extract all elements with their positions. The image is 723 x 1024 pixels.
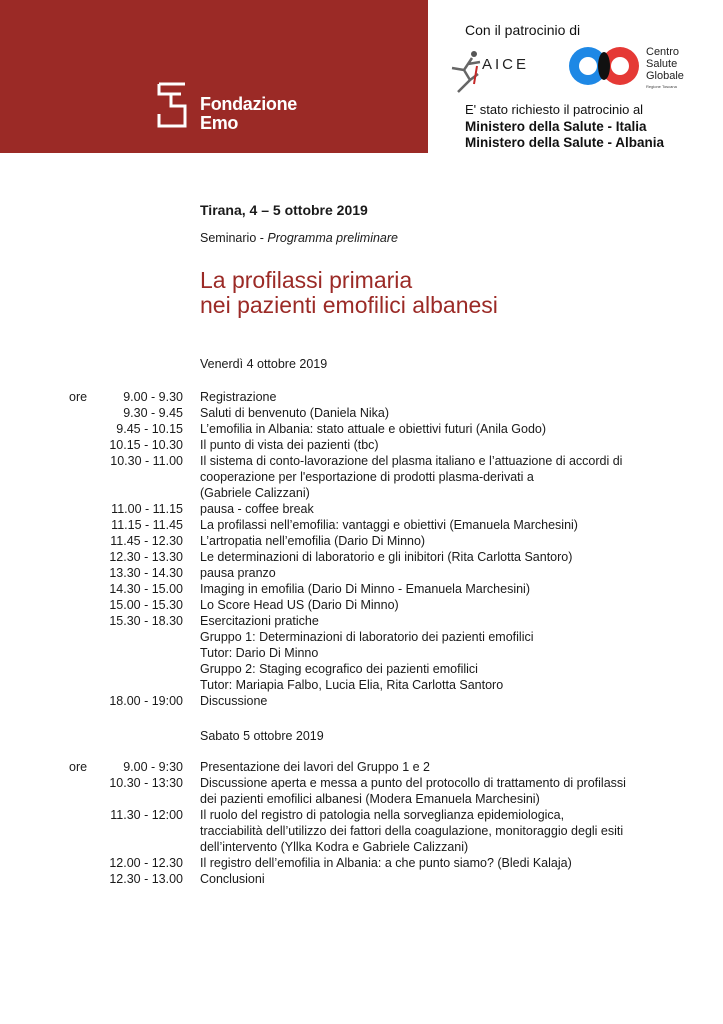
schedule-time: 12.30 - 13.30 xyxy=(109,550,183,564)
schedule-row xyxy=(0,437,723,453)
org-name-line2: Emo xyxy=(200,113,239,133)
schedule-row xyxy=(0,871,723,887)
schedule-desc: Conclusioni xyxy=(200,872,265,886)
schedule-row xyxy=(0,549,723,565)
csg-line1: Centro xyxy=(646,46,680,58)
patronage-label: Con il patrocinio di xyxy=(465,22,581,38)
schedule-time: 11.45 - 12.30 xyxy=(110,534,183,548)
schedule-row xyxy=(0,677,723,693)
schedule-desc: L’emofilia in Albania: stato attuale e obiettivi futuri (Anila Godo) xyxy=(200,422,547,436)
schedule-row xyxy=(0,613,723,629)
ministry-italy: Ministero della Salute - Italia xyxy=(465,119,647,134)
schedule-desc: Presentazione dei lavori del Gruppo 1 e 2 xyxy=(200,760,431,774)
schedule-row xyxy=(0,645,723,661)
schedule-row xyxy=(0,485,723,501)
day1-label: Venerdì 4 ottobre 2019 xyxy=(200,357,328,371)
schedule-desc: Il registro dell’emofilia in Albania: a che punto siamo? (Bledi Kalaja) xyxy=(200,856,572,870)
schedule-time: 9.00 - 9.30 xyxy=(123,390,183,404)
aice-label: AICE xyxy=(482,56,530,73)
schedule-time: 15.30 - 18.30 xyxy=(109,614,183,628)
city-date: Tirana, 4 – 5 ottobre 2019 xyxy=(200,202,368,218)
schedule-desc: Gruppo 1: Determinazioni di laboratorio dei pazienti emofilici xyxy=(200,630,534,644)
schedule-row xyxy=(0,597,723,613)
schedule-desc: tracciabilità dell’utilizzo dei fattori della coagulazione, monitoraggio degli esiti xyxy=(200,824,624,838)
schedule-ore: ore xyxy=(69,760,88,774)
csg-label xyxy=(646,46,684,82)
org-name xyxy=(200,95,297,133)
day2-schedule xyxy=(0,759,723,887)
seminar-subtitle: Programma preliminare xyxy=(267,231,398,245)
schedule-row xyxy=(0,581,723,597)
schedule-row xyxy=(0,389,723,405)
schedule-time: 9.00 - 9:30 xyxy=(123,760,183,774)
schedule-row xyxy=(0,839,723,855)
schedule-time: 10.15 - 10.30 xyxy=(109,438,183,452)
schedule-desc: cooperazione per l'esportazione di prodotti plasma-derivati a xyxy=(200,470,534,484)
schedule-desc: La profilassi nell’emofilia: vantaggi e obiettivi (Emanuela Marchesini) xyxy=(200,518,578,532)
schedule-row xyxy=(0,421,723,437)
schedule-time: 11.00 - 11.15 xyxy=(111,502,183,516)
schedule-desc: Le determinazioni di laboratorio e gli inibitori (Rita Carlotta Santoro) xyxy=(200,550,573,564)
schedule-row xyxy=(0,791,723,807)
schedule-desc: Imaging in emofilia (Dario Di Minno - Emanuela Marchesini) xyxy=(200,582,530,596)
centro-salute-globale-logo-icon xyxy=(566,44,642,88)
schedule-ore: ore xyxy=(69,390,88,404)
schedule-desc: (Gabriele Calizzani) xyxy=(200,486,310,500)
schedule-desc: Esercitazioni pratiche xyxy=(200,614,319,628)
schedule-desc: Gruppo 2: Staging ecografico dei pazienti emofilici xyxy=(200,662,478,676)
schedule-time: 11.30 - 12:00 xyxy=(110,808,183,822)
schedule-row xyxy=(0,661,723,677)
schedule-time: 14.30 - 15.00 xyxy=(109,582,183,596)
schedule-time: 15.00 - 15.30 xyxy=(109,598,183,612)
schedule-time: 12.30 - 13.00 xyxy=(109,872,183,886)
schedule-time: 9.30 - 9.45 xyxy=(123,406,183,420)
org-name-line1: Fondazione xyxy=(200,94,297,114)
schedule-time: 10.30 - 11.00 xyxy=(110,454,183,468)
title-line1: La profilassi primaria xyxy=(200,267,413,293)
schedule-row xyxy=(0,533,723,549)
schedule-desc: Discussione xyxy=(200,694,268,708)
schedule-desc: pausa pranzo xyxy=(200,566,276,580)
schedule-row xyxy=(0,759,723,775)
schedule-desc: Saluti di benvenuto (Daniela Nika) xyxy=(200,406,389,420)
schedule-row xyxy=(0,453,723,469)
schedule-time: 13.30 - 14.30 xyxy=(109,566,183,580)
schedule-row xyxy=(0,823,723,839)
schedule-time: 12.00 - 12.30 xyxy=(109,856,183,870)
fondazione-emo-logo-icon xyxy=(155,80,191,130)
schedule-time: 18.00 - 19:00 xyxy=(109,694,183,708)
title-line2: nei pazienti emofilici albanesi xyxy=(200,292,498,318)
schedule-row xyxy=(0,405,723,421)
requested-patronage: E' stato richiesto il patrocinio al xyxy=(465,102,644,117)
schedule-desc: Il ruolo del registro di patologia nella sorveglianza epidemiologica, xyxy=(200,808,565,822)
seminar-prefix: Seminario - xyxy=(200,231,268,245)
schedule-time: 10.30 - 13:30 xyxy=(109,776,183,790)
csg-sub: Regione Toscana xyxy=(646,84,677,89)
page-title xyxy=(200,268,498,318)
schedule-desc: Registrazione xyxy=(200,390,277,404)
schedule-desc: Lo Score Head US (Dario Di Minno) xyxy=(200,598,399,612)
schedule-desc: Il sistema di conto-lavorazione del plasma italiano e l’attuazione di accordi di xyxy=(200,454,623,468)
day1-schedule xyxy=(0,389,723,709)
schedule-row xyxy=(0,693,723,709)
seminar-line xyxy=(200,231,398,245)
schedule-row xyxy=(0,807,723,823)
schedule-time: 11.15 - 11.45 xyxy=(111,518,183,532)
schedule-row xyxy=(0,565,723,581)
day2-label: Sabato 5 ottobre 2019 xyxy=(200,729,324,743)
schedule-row xyxy=(0,775,723,791)
schedule-desc: Tutor: Mariapia Falbo, Lucia Elia, Rita Carlotta Santoro xyxy=(200,678,504,692)
schedule-desc: L’artropatia nell’emofilia (Dario Di Minno) xyxy=(200,534,426,548)
csg-line2: Salute xyxy=(646,58,678,70)
schedule-desc: Discussione aperta e messa a punto del protocollo di trattamento di profilassi xyxy=(200,776,626,790)
schedule-row xyxy=(0,629,723,645)
schedule-row xyxy=(0,469,723,485)
csg-line3: Globale xyxy=(646,70,684,82)
schedule-desc: Tutor: Dario Di Minno xyxy=(200,646,319,660)
schedule-desc: pausa - coffee break xyxy=(200,502,314,516)
schedule-desc: dell’intervento (Yllka Kodra e Gabriele Calizzani) xyxy=(200,840,469,854)
schedule-row xyxy=(0,501,723,517)
ministry-albania: Ministero della Salute - Albania xyxy=(465,135,665,150)
schedule-time: 9.45 - 10.15 xyxy=(116,422,183,436)
schedule-row xyxy=(0,517,723,533)
schedule-row xyxy=(0,855,723,871)
schedule-desc: dei pazienti emofilici albanesi (Modera Emanuela Marchesini) xyxy=(200,792,540,806)
schedule-desc: Il punto di vista dei pazienti (tbc) xyxy=(200,438,379,452)
